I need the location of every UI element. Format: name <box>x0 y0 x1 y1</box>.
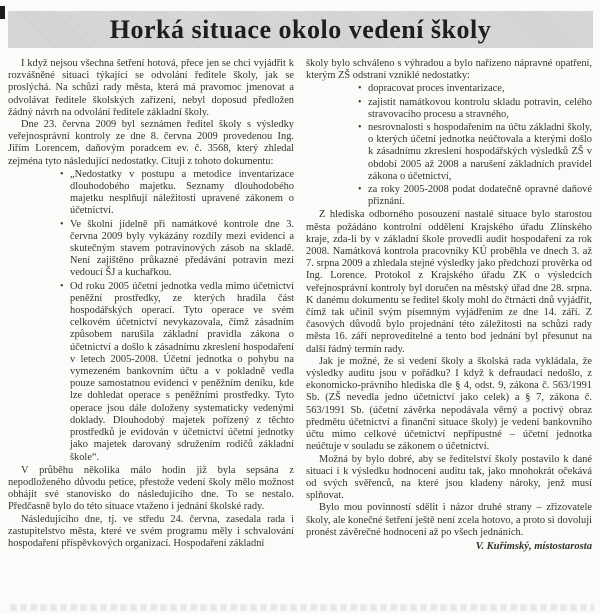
paragraph: školy bylo schváleno s výhradou a bylo nařízeno nápravné opatření, kterým ZŠ odstraní vzniklé nedostatky: <box>306 58 592 82</box>
paragraph: V průběhu několika málo hodin již byla sepsána z nepodloženého důvodu petice, přestože vedení školy mělo možnost obhájit své stanovisko do následujícího dne. To se nestalo. Předčasně bylo do této situace vtaženo i jednání školské rady. <box>8 464 294 513</box>
list-item: • zajistit namátkovou kontrolu skladu potravin, celého stravovacího procesu a stravného, <box>368 97 592 121</box>
paragraph: Jak je možné, že si vedení školy a školská rada vykládala, že výsledky auditu jsou v pořádku? I když k defraudaci nedošlo, z ekonomicko-právního hlediska dle § 4, odst. 9, zákona č. 563/1991 Sb. (ZŠ nevedla jedno účetnictví jako celek) a § 7, zákona č. 563/1991 Sb. (účetní závěrka nepodávala věrný a poctivý obraz předmětu účetnictví a finanční situace školy) je vedení bankovního účtu mimo celkové účetnictví nepřípustné – účetní jednotka neúčtuje v souladu se zákonem o účetnictví. <box>306 355 592 453</box>
cutoff-next-article-text <box>10 604 594 611</box>
list-item: • Ve školní jídelně při namátkové kontrole dne 3. června 2009 byly vykázány rozdíly mezi evidencí a skutečným stavem potravinových zásob na skladě. Není zajištěno průkazné předávání potravin mezi vedoucí ŠJ a kuchařkou. <box>70 219 294 280</box>
right-column <box>306 58 592 553</box>
paragraph: Dne 23. června 2009 byl seznámen ředitel školy s výsledky veřejnosprávní kontroly ze dne 8. června 2009 provedenou Ing. Jiřím Lorencem, daňovým poradcem ev. č. 3568, který zhledal zejména tyto následující nedostatky. Cituji z tohoto dokumentu: <box>8 119 294 167</box>
author-signature: V. Kuřimský, místostarosta <box>475 540 592 552</box>
article-body <box>0 56 600 553</box>
findings-list <box>8 169 294 464</box>
list-item: • nesrovnalosti s hospodařením na účtu základní školy, o kterých účetní jednotka neúčtovala a kterými došlo k zásadnímu zkreslení hospodářských výsledků ZŠ v období 2005 až 2008 a narušení základních pravidel zákona o účetnictví, <box>368 122 592 183</box>
paragraph: I když nejsou všechna šetření hotová, přece jen se chci vyjádřit k rozvášněné situaci týkající se odvolání ředitele školy, jak se proslýchá. Na schůzi rady města, která má pravomoc jmenovat a odvolávat ředitele školských zařízení, nebyl doposud předložen žádný návrh na odvolání ředitele základní školy. <box>8 58 294 118</box>
paragraph: Z hlediska odborného posouzení nastalé situace bylo starostou města požádáno kontrolní oddělení Krajského úřadu Zlínského kraje, zda-li by v základní škole provedli audit hospodaření za rok 2008. Namátková kontrola pracovníky KÚ proběhla ve dnech 3. až 7. srpna 2009 a zhledala stejné výsledky jako předchozí prověrka od Ing. Lorence. Protokol z Krajského úřadu ZK o výsledcích veřejnosprávní kontroly byl doručen na městský úřad dne 28. srpna. K danému dokumentu se ředitel školy mohl do čtrnácti dnů vyjádřit, čímž tak učinil svým písemným vyjádřením ze dne 14. září. Z časových důvodů bylo projednání této záležitosti na schůzi rady města 16. září neproveditelné a tento bod jednání byl přesunut na další řádný termín rady. <box>306 209 592 355</box>
list-item: • dopracovat proces inventarizace, <box>368 83 592 95</box>
paragraph: Následujícího dne, tj. ve středu 24. června, zasedala rada i zastupitelstvo města, které ve svém programu měly i schvalování hospodaření příspěvkových organizací. Hospodaření základní <box>8 513 294 549</box>
scan-artifact-mark <box>0 6 5 19</box>
corrective-measures-list <box>306 83 592 208</box>
paragraph: Bylo mou povinností sdělit i názor druhé strany – zřizovatele školy, ale konečné šetření ještě není zcela hotovo, a proto si dovoluji pronést závěrečné hodnocení až po všech jednáních. <box>306 502 592 538</box>
list-item: • Od roku 2005 účetní jednotka vedla mimo účetnictví peněžní prostředky, ze kterých hradila část hospodářských operací. Tyto operace ve svém celkovém účetnictví nevykazovala, čímž zásadním způsobem narušila základní pravidla zákona o účetnictví a došlo k zásadnímu zkreslení hospodaření v letech 2005-2008. Účetní jednotka o pohybu na vymezeném bankovním účtu a v pokladně vedla pouze samostatnou evidenci v peněžním deníku, kde lze dohledat operace s peněžními prostředky. Tyto operace jsou dále doloženy systematicky vedenými doklady. Dlouhodobý majetek pořízený z těchto prostředků je evidován v účetnictví účetní jednotky jako majetek darovaný sdružením rodičů základní škole“. <box>70 281 294 464</box>
list-item: • „Nedostatky v postupu a metodice inventarizace dlouhodobého majetku. Seznamy dlouhodobého majetku nesplňují náležitosti upravené zákonem o účetnictví. <box>70 169 294 218</box>
paragraph: Možná by bylo dobré, aby se ředitelství školy postavilo k dané situaci i k výsledku hodnocení auditu tak, jako mnohokrát očekává od svých svěřenců, na které jsou kladeny nároky, jenž musí splňovat. <box>306 453 592 502</box>
article-title-banner <box>8 11 593 48</box>
article-title: Horká situace okolo vedení školy <box>109 14 492 44</box>
left-column <box>8 58 294 553</box>
list-item: • za roky 2005-2008 podat dodatečně opravné daňové přiznání. <box>368 184 592 208</box>
